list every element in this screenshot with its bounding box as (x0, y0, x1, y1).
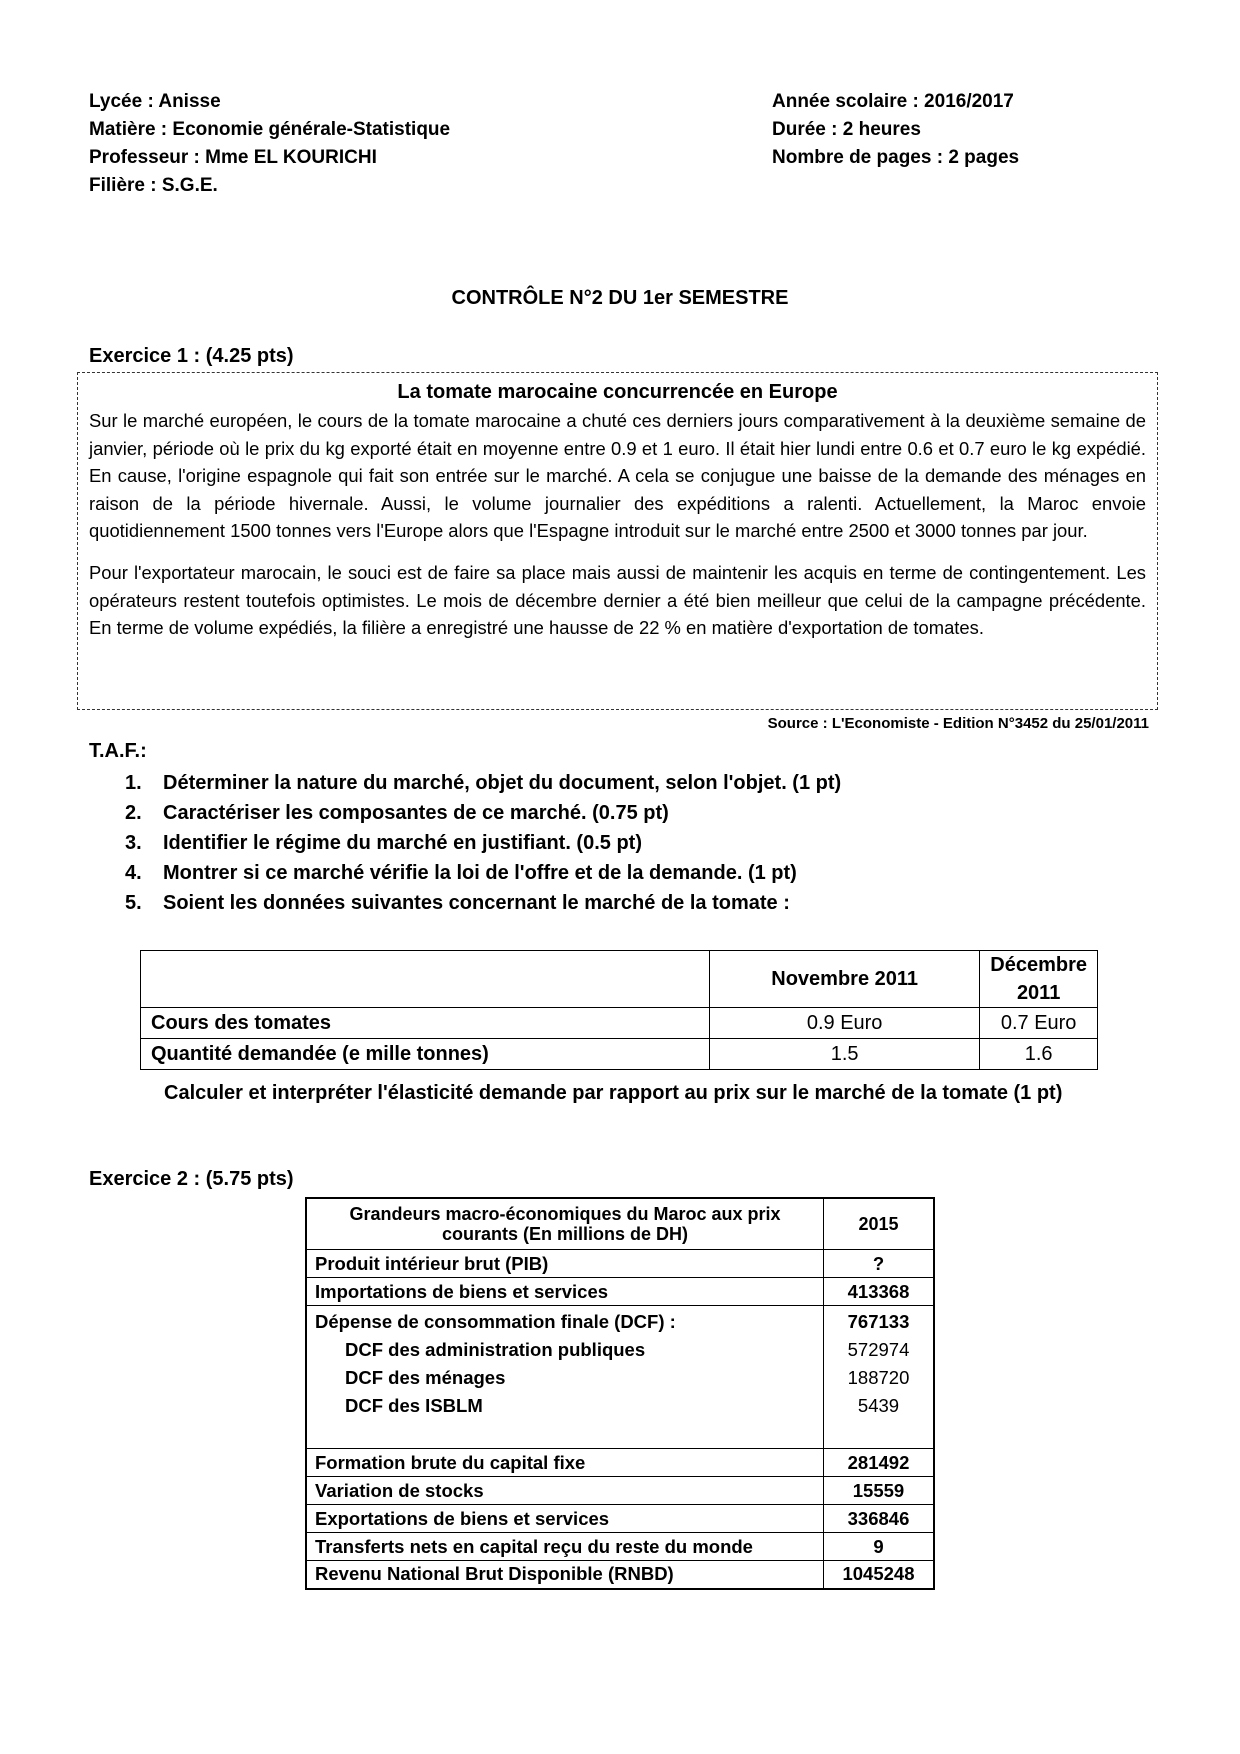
row-label: Variation de stocks (306, 1477, 824, 1505)
row-label: Importations de biens et services (306, 1278, 824, 1306)
table-cell: 15559 (824, 1477, 935, 1505)
table-cell: 1.6 (980, 1039, 1098, 1070)
tomato-market-table (140, 950, 1098, 1070)
table-cell: 336846 (824, 1505, 935, 1533)
table-row (141, 1039, 1098, 1070)
table-cell: 0.9 Euro (709, 1008, 979, 1039)
table-header-row (141, 951, 1098, 1008)
table-row (306, 1278, 934, 1306)
dcf-sub-value: 188720 (847, 1367, 910, 1388)
question-item: 2. Caractériser les composantes de ce marché. (0.75 pt) (125, 802, 669, 824)
dcf-sub-label: DCF des administration publiques (345, 1339, 646, 1360)
question-item: 4. Montrer si ce marché vérifie la loi de l'offre et de la demande. (1 pt) (125, 862, 797, 884)
page-title: CONTRÔLE N°2 DU 1er SEMESTRE (451, 287, 789, 309)
document-title: La tomate marocaine concurrencée en Europe (397, 381, 838, 403)
row-label: Transferts nets en capital reçu du reste du monde (306, 1533, 824, 1561)
table-row (306, 1477, 934, 1505)
table-row (306, 1533, 934, 1561)
question-item: 3. Identifier le régime du marché en justifiant. (0.5 pt) (125, 832, 642, 854)
dcf-sub-label: DCF des ménages (345, 1367, 506, 1388)
table-row (306, 1306, 934, 1449)
question-list (125, 768, 841, 918)
table-cell: 413368 (824, 1278, 935, 1306)
table-row (306, 1449, 934, 1477)
table-cell: 1.5 (709, 1039, 979, 1070)
row-label: Exportations de biens et services (306, 1505, 824, 1533)
dcf-sub-value: 5439 (857, 1395, 900, 1416)
dcf-sub-label: DCF des ISBLM (345, 1395, 483, 1416)
elasticity-question: Calculer et interpréter l'élasticité demande par rapport au prix sur le marché de la tomate (1 pt) (164, 1082, 1063, 1104)
row-label: Quantité demandée (e mille tonnes) (141, 1039, 710, 1070)
document-paragraph-2: Pour l'exportateur marocain, le souci est de faire sa place mais aussi de maintenir les acquis en terme de contingentement. Les opérateurs restent toutefois optimistes. Le mois de décembre dernier a été bien meilleur que celui de la campagne précédente. En terme de volume expédiés, la filière a enregistré une hausse de 22 % en matière d'exportation de tomates. (89, 561, 1146, 639)
dcf-sub-value: 572974 (847, 1339, 910, 1360)
table-row (306, 1505, 934, 1533)
column-header: 2015 (824, 1198, 935, 1250)
table-row (141, 1008, 1098, 1039)
header-right (772, 88, 1019, 172)
taf-heading: T.A.F.: (89, 740, 147, 762)
exercise-1-title: Exercice 1 : (4.25 pts) (89, 345, 294, 367)
macro-economic-table (305, 1197, 935, 1590)
row-label: Cours des tomates (141, 1008, 710, 1039)
row-label: Produit intérieur brut (PIB) (306, 1250, 824, 1278)
page-count: Nombre de pages : 2 pages (772, 147, 1020, 168)
school-name: Lycée : Anisse (89, 91, 221, 112)
document-text-box (77, 372, 1158, 710)
teacher: Professeur : Mme EL KOURICHI (89, 147, 377, 168)
table-cell: 9 (824, 1533, 935, 1561)
question-item: 1. Déterminer la nature du marché, objet du document, selon l'objet. (1 pt) (125, 772, 842, 794)
exercise-2-title: Exercice 2 : (5.75 pts) (89, 1168, 294, 1190)
column-header: Décembre 2011 (980, 951, 1098, 1008)
table-row (306, 1561, 934, 1589)
table-cell: ? (824, 1250, 935, 1278)
table-cell: 281492 (824, 1449, 935, 1477)
table-cell (824, 1306, 935, 1449)
subject: Matière : Economie générale-Statistique (89, 119, 451, 140)
school-year: Année scolaire : 2016/2017 (772, 91, 1014, 112)
column-header: Grandeurs macro-économiques du Maroc aux prix courants (En millions de DH) (306, 1198, 824, 1250)
track: Filière : S.G.E. (89, 175, 218, 196)
document-source: Source : L'Economiste - Edition N°3452 du 25/01/2011 (767, 715, 1149, 732)
question-item: 5. Soient les données suivantes concernant le marché de la tomate : (125, 892, 790, 914)
row-label: Formation brute du capital fixe (306, 1449, 824, 1477)
document-paragraph-1: Sur le marché européen, le cours de la tomate marocaine a chuté ces derniers jours comparativement à la deuxième semaine de janvier, période où le prix du kg exporté était en moyenne entre 0.9 et 1 euro. Il était hier lundi entre 0.6 et 0.7 euro le kg expédié. En cause, l'origine espagnole qui fait son entrée sur le marché. A cela se conjugue une baisse de la demande des ménages en raison de la période hivernale. Aussi, le volume journalier des expéditions a ralenti. Actuellement, la Maroc envoie quotidiennement 1500 tonnes vers l'Europe alors que l'Espagne introduit sur le marché entre 2500 et 3000 tonnes par jour. (89, 410, 1146, 542)
row-label: Revenu National Brut Disponible (RNBD) (306, 1561, 824, 1589)
header-left (89, 88, 450, 200)
dcf-value: 767133 (847, 1311, 910, 1332)
duration: Durée : 2 heures (772, 119, 921, 140)
table-row (306, 1250, 934, 1278)
column-header: Novembre 2011 (709, 951, 979, 1008)
table-cell: 0.7 Euro (980, 1008, 1098, 1039)
dcf-label: Dépense de consommation finale (DCF) : (315, 1311, 676, 1332)
table-header-row (306, 1198, 934, 1250)
table-cell: 1045248 (824, 1561, 935, 1589)
row-label (306, 1306, 824, 1449)
